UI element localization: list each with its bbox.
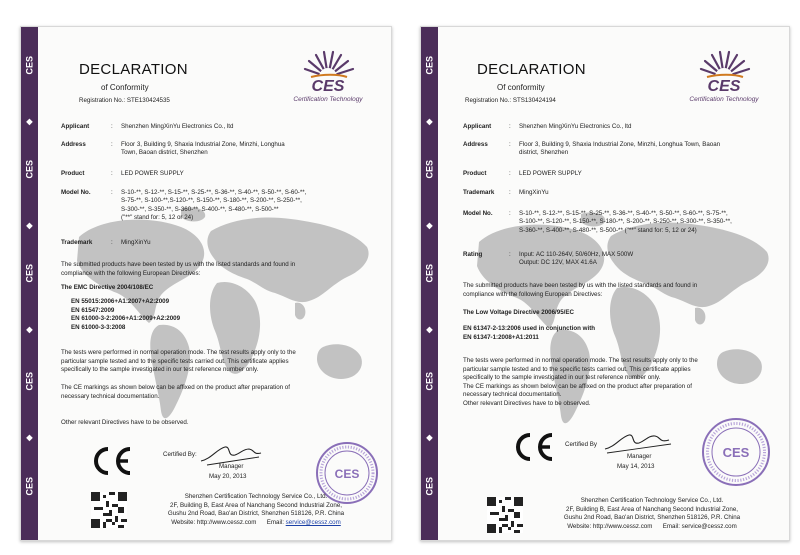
markings-line: The CE markings as shown below can be affixed on the product after preparation of [61,384,290,391]
manager-title: Manager [627,453,652,460]
logo-subtitle: Certification Technology [689,96,759,103]
tests-line: necessary technical documentation. [463,391,562,399]
ces-logo [679,47,769,105]
model-line: S-10-**, S-12-**, S-15-**, S-25-**, S-36-**, S-40-**, S-50-**, S-60-**, [121,189,307,196]
diamond-icon: ◆ [426,325,433,334]
applicant-label: Applicant [463,123,492,130]
issuer-address: 2F, Building B, East Area of Nanchang Second Industrial Zone, [170,501,342,509]
ces-logo [283,47,373,105]
band-label: CES [24,55,35,75]
other-directives: Other relevant Directives have to be observed. [61,419,189,426]
model-line: S-100-**, S-120-**, S-150-**, S-180-**, S-200-**, S-250-**, S-300-**, S-350-**, [519,218,732,226]
product-label: Product [61,170,85,177]
website-label: Website: [567,522,592,530]
rating-line: Input: AC 110-264V, 50/60Hz, MAX 500W [519,251,634,258]
side-band [21,27,38,540]
trademark-label: Trademark [463,189,495,196]
tests-line: specifically to the sample investigated in our test reference number only. [463,374,661,382]
product-value: LED POWER SUPPLY [121,170,184,177]
standard-item: EN 61347-1:2008+A1:2011 [463,333,539,341]
certified-by-label: Certified By [565,441,597,448]
diamond-icon: ◆ [26,325,33,334]
band-label: CES [424,159,435,179]
ce-mark-icon [513,431,557,463]
standard-item: EN 61347-2-13:2006 used in conjunction with [463,325,596,332]
standard-item: EN 61000-3-2:2006+A1:2009+A2:2009 [71,315,181,323]
signed-date: May 14, 2013 [617,463,655,470]
intro-line: The submitted products have been tested by us with the listed standards and found in [61,261,296,268]
rating-line: Output: DC 12V, MAX 41.6A [519,259,597,267]
tests-line: particular sample tested and to the specific tests carried out. This certificate applies [463,365,691,373]
declaration-title: DECLARATION [477,61,586,78]
model-line: S-10-**, S-12-**, S-15-**, S-25-**, S-36-**, S-40-**, S-50-**, S-60-**, S-75-**, [519,210,728,217]
website-link[interactable]: http://www.cessz.com [196,518,257,526]
registration-label: Registration No.: [79,97,126,104]
band-label: CES [424,263,435,283]
registration-number: STS130424194 [512,97,556,104]
registration-number: STE130424535 [126,97,170,104]
band-label: CES [424,476,435,496]
seal-text: CES [722,445,750,460]
standard-item: EN 55015:2006+A1:2007+A2:2009 [71,298,170,305]
logo-subtitle: Certification Technology [293,96,363,103]
applicant-value: Shenzhen MingXinYu Electronics Co., ltd [121,123,234,130]
issuer-company: Shenzhen Certification Technology Service Co., Ltd. [580,497,724,504]
trademark-label: Trademark [61,239,93,246]
declaration-title: DECLARATION [79,61,188,78]
applicant-label: Applicant [61,123,90,130]
diamond-icon: ◆ [26,117,33,126]
logo-text: CES [707,78,741,95]
email-label: Email: [662,522,680,530]
band-label: CES [24,159,35,179]
declaration-subtitle: of Conformity [101,83,149,92]
intro-line: compliance with the following European Directives: [463,290,603,298]
model-line: S-75-**, S-100-**,S-120-**, S-150-**, S-180-**, S-200-**, S-250-**, [121,197,302,205]
email-label: Email: [266,518,284,526]
model-line: ("**" stand for: 5, 12 or 24) [121,213,194,221]
diamond-icon: ◆ [26,433,33,442]
diamond-icon: ◆ [426,221,433,230]
trademark-value: MingXinYu [121,239,151,246]
trademark-value: MingXinYu [519,189,549,196]
band-label: CES [24,371,35,391]
logo-text: CES [311,78,345,95]
model-no-label: Model No. [463,210,493,217]
declaration-subtitle: Of conformity [497,83,545,92]
ce-mark-icon [91,445,135,477]
diamond-icon: ◆ [26,221,33,230]
band-label: CES [24,263,35,283]
certificate-emc: CES ◆ CES ◆ CES ◆ CES ◆ CES DECLARATION of Conformity Registration No.: STE130424535 CES Certification Technology Applicant : Shenzhen MingXinYu Electronics Co., ltd Address : Floor 3, Building 9, Shaxia Industrial Zone, Minzhi, Longhua Town, Baoan district, Shenzhen Product : LED POWER SUPPLY Model No. : S-10-**, S-12-**, S-15-**, S-25-**, S-36-**, S-40-**, S-50-**, S-60-**, S-75-**, S-100-**,S-120-**, S-150-**, S-180-**, S-200-**, S-250-**, S-300-**, S-350-**, S-360-**, S-400-**, S-480-**, S-500-** ("**" stand for: 5, 12 or 24) Trademark : MingXinYu The submitted products have been tested by us with the listed standards and found in compliance with the following European Directives: The EMC Directive 2004/108/EC EN 55015:2006+A1:2007+A2:2009 EN 61547:2009 EN 61000-3-2:2006+A1:2009+A2:2009 EN 61000-3-3:2008 The tests were performed in normal operation mode. The test results apply only to the particular sample tested and to the specific tests carried out. This certificate applies specifically to the sample investigated in our test reference number only. The CE markings as shown below can be affixed on the product after preparation of necessary technical documentation. Other relevant Directives have to be observed. Certified By: Manager May 20, 2013 CES Shenzhen Certification Technology Service Co., Ltd. 2F, Building B, East Area of Nanchang Second Industrial Zone, Gushu 2nd Road, Bao'an District, Shenzhen 518126, P.R. China Website: http://www.cessz.com Email: service@cessz.com [20,26,392,541]
markings-line: necessary technical documentation. [61,392,160,400]
qr-code-icon [487,497,523,533]
signed-date: May 20, 2013 [209,473,247,480]
address-label: Address [463,141,488,148]
side-band [421,27,438,540]
email-link[interactable]: service@cessz.com [285,518,341,526]
band-label: CES [424,371,435,391]
address-line: Town, Baoan district, Shenzhen [121,149,208,157]
issuer-address: Gushu 2nd Road, Bao'an District, Shenzhen 518126, P.R. China [167,510,345,518]
model-line: S-300-**, S-350-**, S-360-**, S-400-**, S-480-**, S-500-** [121,205,279,213]
issuer-address: 2F, Building B, East Area of Nanchang Second Industrial Zone, [566,505,738,513]
manager-title: Manager [219,463,244,470]
diamond-icon: ◆ [426,433,433,442]
address-line: Floor 3, Building 9, Shaxia Industrial Zone, Minzhi, Longhua Town, Baoan [519,141,721,148]
tests-line: specifically to the sample investigated in our test reference number only. [61,366,259,374]
model-line: S-360-**, S-400-**, S-480-**, S-500-** ("**" stand for: 5, 12 or 24) [519,226,697,234]
directive-title: The EMC Directive 2004/108/EC [61,284,154,291]
band-label: CES [424,55,435,75]
address-line: Floor 3, Building 9, Shaxia Industrial Zone, Minzhi, Longhua [121,141,285,148]
address-label: Address [61,141,86,148]
intro-line: The submitted products have been tested by us with the listed standards and found in [463,282,698,289]
tests-line: The tests were performed in normal operation mode. The test results apply only to the [61,349,296,356]
tests-line: The CE markings as shown below can be affixed on the product after preparation of [463,382,692,390]
diamond-icon: ◆ [426,117,433,126]
tests-line: The tests were performed in normal operation mode. The test results apply only to the [463,357,698,364]
issuer-address: Gushu 2nd Road, Bao'an District, Shenzhen 518126, P.R. China [563,514,741,522]
model-no-label: Model No. [61,189,91,196]
band-label: CES [24,476,35,496]
standard-item: EN 61000-3-3:2008 [71,323,126,331]
standard-item: EN 61547:2009 [71,306,115,314]
tests-line: Other relevant Directives have to be observed. [463,399,591,407]
product-label: Product [463,170,487,177]
address-line: district, Shenzhen [519,149,569,157]
rating-label: Rating [463,251,483,258]
ces-seal [701,417,771,487]
applicant-value: Shenzhen MingXinYu Electronics Co., ltd [519,123,632,130]
directive-title: The Low Voltage Directive 2006/95/EC [463,309,574,316]
certified-by-label: Certified By: [163,451,197,458]
product-value: LED POWER SUPPLY [519,170,582,177]
qr-code-icon [91,492,127,528]
issuer-company: Shenzhen Certification Technology Service Co., Ltd. [184,493,328,500]
seal-text: CES [334,467,360,481]
certificate-lvd: CES ◆ CES ◆ CES ◆ CES ◆ CES DECLARATION Of conformity Registration No.: STS130424194 CES Certification Technology Applicant : Shenzhen MingXinYu Electronics Co., ltd Address : Floor 3, Building 9, Shaxia Industrial Zone, Minzhi, Longhua Town, Baoan district, Shenzhen Product : LED POWER SUPPLY Trademark : MingXinYu Model No. : S-10-**, S-12-**, S-15-**, S-25-**, S-36-**, S-40-**, S-50-**, S-60-**, S-75-**, S-100-**, S-120-**, S-150-**, S-180-**, S-200-**, S-250-**, S-300-**, S-350-**, S-360-**, S-400-**, S-480-**, S-500-** ("**" stand for: 5, 12 or 24) Rating : Input: AC 110-264V, 50/60Hz, MAX 500W Output: DC 12V, MAX 41.6A The submitted products have been tested by us with the listed standards and found in compliance with the following European Directives: The Low Voltage Directive 2006/95/EC EN 61347-2-13:2006 used in conjunction with EN 61347-1:2008+A1:2011 The tests were performed in normal operation mode. The test results apply only to the particular sample tested and to the specific tests carried out. This certificate applies specifically to the sample investigated in our test reference number only. The CE markings as shown below can be affixed on the product after preparation of necessary technical documentation. Other relevant Directives have to be observed. Certified By Manager May 14, 2013 CES Shenzhen Certification Technology Service Co., Ltd. 2F, Building B, East Area of Nanchang Second Industrial Zone, Gushu 2nd Road, Bao'an District, Shenzhen 518126, P.R. China Website: http://www.cessz.com Email: service@cessz.com [420,26,790,541]
website-label: Website: [171,518,196,526]
intro-line: compliance with the following European Directives: [61,269,201,277]
email-link[interactable]: service@cessz.com [681,522,737,530]
registration-label: Registration No.: [465,97,512,104]
tests-line: particular sample tested and to the specific tests carried out. This certificate applies [61,357,289,365]
website-link[interactable]: http://www.cessz.com [592,522,653,530]
